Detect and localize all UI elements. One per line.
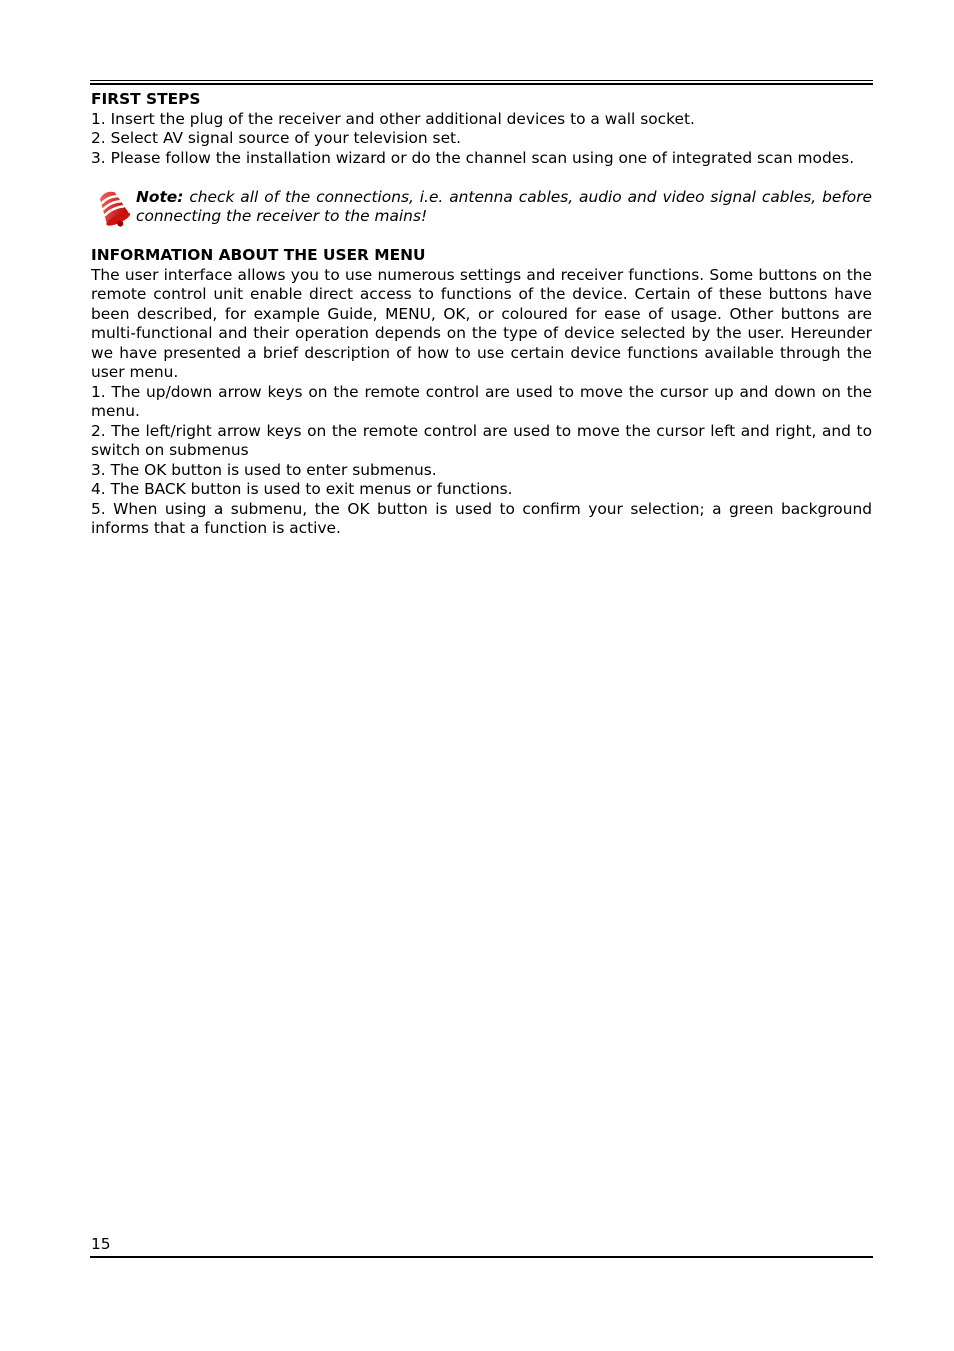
user-menu-item-1: 1. The up/down arrow keys on the remote control are used to move the cursor up and down on the menu. bbox=[91, 382, 872, 420]
first-steps-item-2: 2. Select AV signal source of your television set. bbox=[91, 129, 461, 147]
first-steps-item-3: 3. Please follow the installation wizard or do the channel scan using one of integrated scan modes. bbox=[91, 148, 855, 167]
header-rule bbox=[90, 80, 873, 81]
user-menu-item-3: 3. The OK button is used to enter submenus. bbox=[91, 460, 437, 479]
user-menu-item-5: 5. When using a submenu, the OK button is used to confirm your selection; a green background informs that a function is active. bbox=[91, 499, 872, 537]
note-box bbox=[91, 188, 872, 227]
first-steps-heading: FIRST STEPS bbox=[91, 90, 201, 108]
page-number: 15 bbox=[91, 1235, 111, 1253]
note-text: check all of the connections, i.e. antenna cables, audio and video signal cables, before connecting the receiver to the mains! bbox=[136, 187, 872, 225]
first-steps-item-1: 1. Insert the plug of the receiver and other additional devices to a wall socket. bbox=[91, 109, 695, 128]
user-menu-intro: The user interface allows you to use numerous settings and receiver functions. Some buttons on the remote control unit enable direct access to functions of the device. Certain of these buttons have been described, for example Guide, MENU, OK, or coloured for ease of usage. Other buttons are multi-functional and their operation depends on the type of device selected by the user. Hereunder we have presented a brief description of how to use certain device functions available through the user menu. bbox=[91, 265, 872, 381]
user-menu-item-4: 4. The BACK button is used to exit menus or functions. bbox=[91, 480, 513, 498]
user-menu-item-2: 2. The left/right arrow keys on the remote control are used to move the cursor left and right, and to switch on submenus bbox=[91, 421, 872, 459]
header-rule-thick bbox=[90, 83, 873, 85]
bell-icon bbox=[94, 188, 134, 232]
footer-rule bbox=[90, 1256, 873, 1258]
note-label: Note: bbox=[136, 187, 184, 206]
page-content bbox=[91, 90, 872, 539]
user-menu-heading: INFORMATION ABOUT THE USER MENU bbox=[91, 246, 426, 264]
